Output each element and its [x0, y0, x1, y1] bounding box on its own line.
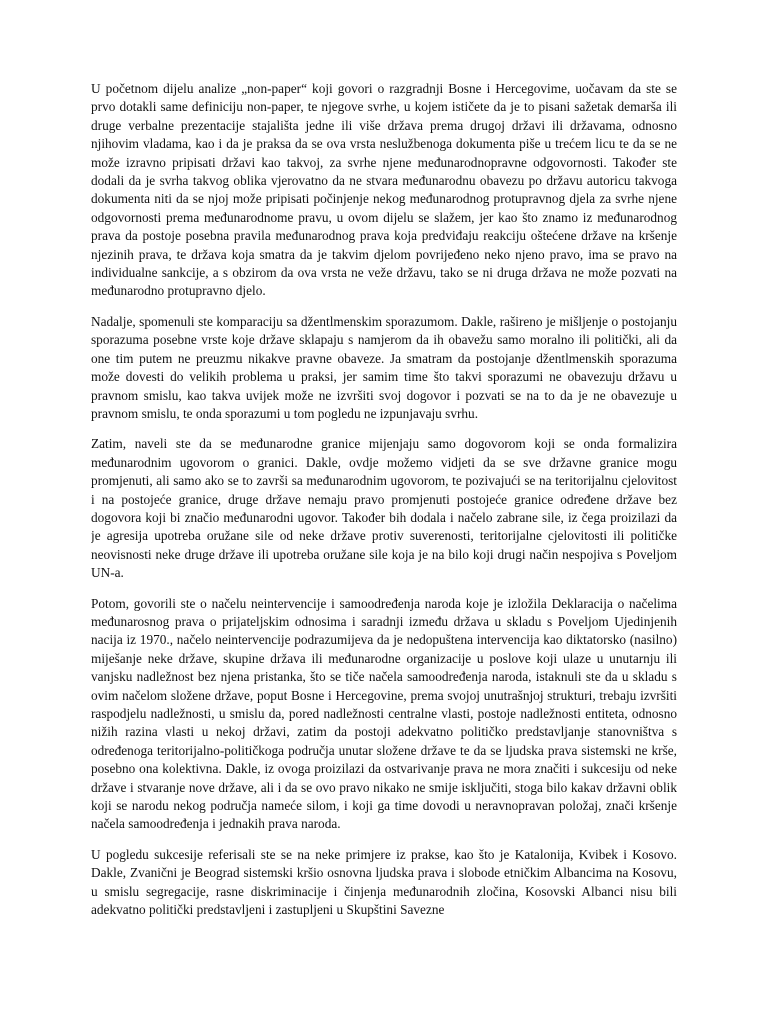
paragraph-1: U početnom dijelu analize „non-paper“ koji govori o razgradnji Bosne i Hercegovime, uočavam da ste se prvo dotakli same definiciju non-paper, te njegove svrhe, u kojem ističete da je to pisani sažetak demarša ili druge verbalne prezentacije stajališta jedne ili više država prema drugoj državi ili državama, odnosno njihovim vladama, kao i da je praksa da se ova vrsta neslužbenoga dokumenta piše u trećem licu te da se ne može izravno pripisati državi kao takvoj, za svrhe njene međunarodnopravne odgovornosti. Također ste dodali da je svrha takvog oblika vjerovatno da ne stvara međunarodnu obavezu po državu autoricu takvoga dokumenta niti da se njoj može pripisati počinjenje nekog međunarodnog protupravnog djela za svrhe njene odgovornosti prema međunarodnome pravu, u ovom dijelu se slažem, jer kao što znamo iz međunarodnog prava da postoje posebna pravila međunarodnog prava koja predviđaju reakciju oštećene države na kršenje njezinih prava, te država koja smatra da je takvim djelom povrijeđeno neko njeno pravo, ima se pravo na individualne sankcije, a s obzirom da ova vrsta ne veže državu, tako se ni druga država ne može pozvati na međunarodno protupravno djelo.: [91, 81, 677, 299]
paragraph-3: Zatim, naveli ste da se međunarodne granice mijenjaju samo dogovorom koji se onda formalizira međunarodnim ugovorom o granici. Dakle, ovdje možemo vidjeti da se sve državne granice mogu promjenuti, ali samo ako se to završi sa međunarodnim ugovorom, te pozivajući se na teritorijalnu cjelovitost i na postojeće granice, druge države nemaju pravo promjenuti postojeće granice određene države bez dogovora koji bi značio međunarodni ugovor. Također bih dodala i načelo zabrane sile, iz čega proizilazi da je agresija upotreba oružane sile od neke države protiv suverenosti, teritorijalne cjelovitosti ili političke neovisnosti neke druge države ili upotreba oružane sile koja je na bilo koji drugi način nespojiva s Poveljom UN-a.: [91, 436, 677, 581]
document-body: [91, 80, 677, 1024]
paragraph-2: Nadalje, spomenuli ste komparaciju sa džentlmenskim sporazumom. Dakle, rašireno je mišljenje o postojanju sporazuma posebne vrste koje države sklapaju s namjerom da ih obavežu samo moralno ili politički, ali da one tim putem ne preuzmu nikakve pravne obaveze. Ja smatram da postojanje džentlmenskih sporazuma može dovesti do velikih problema u praksi, jer samim time što takvi sporazumi ne obavezuju državu u pravnom smislu, kao takva uvijek može ne izvršiti svoj dogovor i pozvati se na to da je ne obavezuje u pravnom smislu, te onda sporazumi u tom pogledu ne izpunjavaju svrhu.: [91, 313, 677, 421]
paragraph-5: U pogledu sukcesije referisali ste se na neke primjere iz prakse, kao što je Katalonija, Kvibek i Kosovo. Dakle, Zvanični je Beograd sistemski kršio osnovna ljudska prava i slobode etničkim Albancima na Kosovu, u smislu segregacije, rasne diskriminacije i činjenja međunarodnih zločina, Kosovski Albanci nisu bili adekvatno politički predstavljeni i zastupljeni u Skupštini Savezne: [91, 846, 677, 918]
paragraph-4: Potom, govorili ste o načelu neintervencije i samoodređenja naroda koje je izložila Deklaracija o načelima međunarosnog prava o prijateljskim odnosima i saradnji između država u skladu s Poveljom Ujedinjenih nacija iz 1970., načelo neintervencije podrazumijeva da je nedopuštena intervencija kao diktatorsko (nasilno) miješanje neke države, skupine država ili međunarodne organizacije u poslove koji ulaze u unutarnju ili vanjsku nadležnost bez njena pristanka, što se tiče načela samoodređenja naroda, istaknuli ste da u skladu s ovim načelom složene države, poput Bosne i Hercegovine, prema svojoj unutrašnjoj strukturi, trebaju izvršiti raspodjelu nadležnosti, u smislu da, pored nadležnosti centralne vlasti, postoje nadležnosti entiteta, odnosno nižih razina vlasti u nekoj državi, zatim da postoji adekvatno političko predstavljanje stanovništva s određenoga teritorijalno-političkoga područja unutar složene države te da se ljudska prava sistemski ne krše, posebno ona kolektivna. Dakle, iz ovoga proizilazi da ostvarivanje prava ne mora značiti i sukcesiju od neke države i stvaranje nove države, ali i da se ovo pravo nikako ne smije isključiti, stoga bilo kakav državni oblik koji se narodu nekog područja nameće silom, i koji ga time dovodi u neravnopravan položaj, znači kršenje načela samoodređenja i jednakih prava naroda.: [91, 595, 677, 832]
